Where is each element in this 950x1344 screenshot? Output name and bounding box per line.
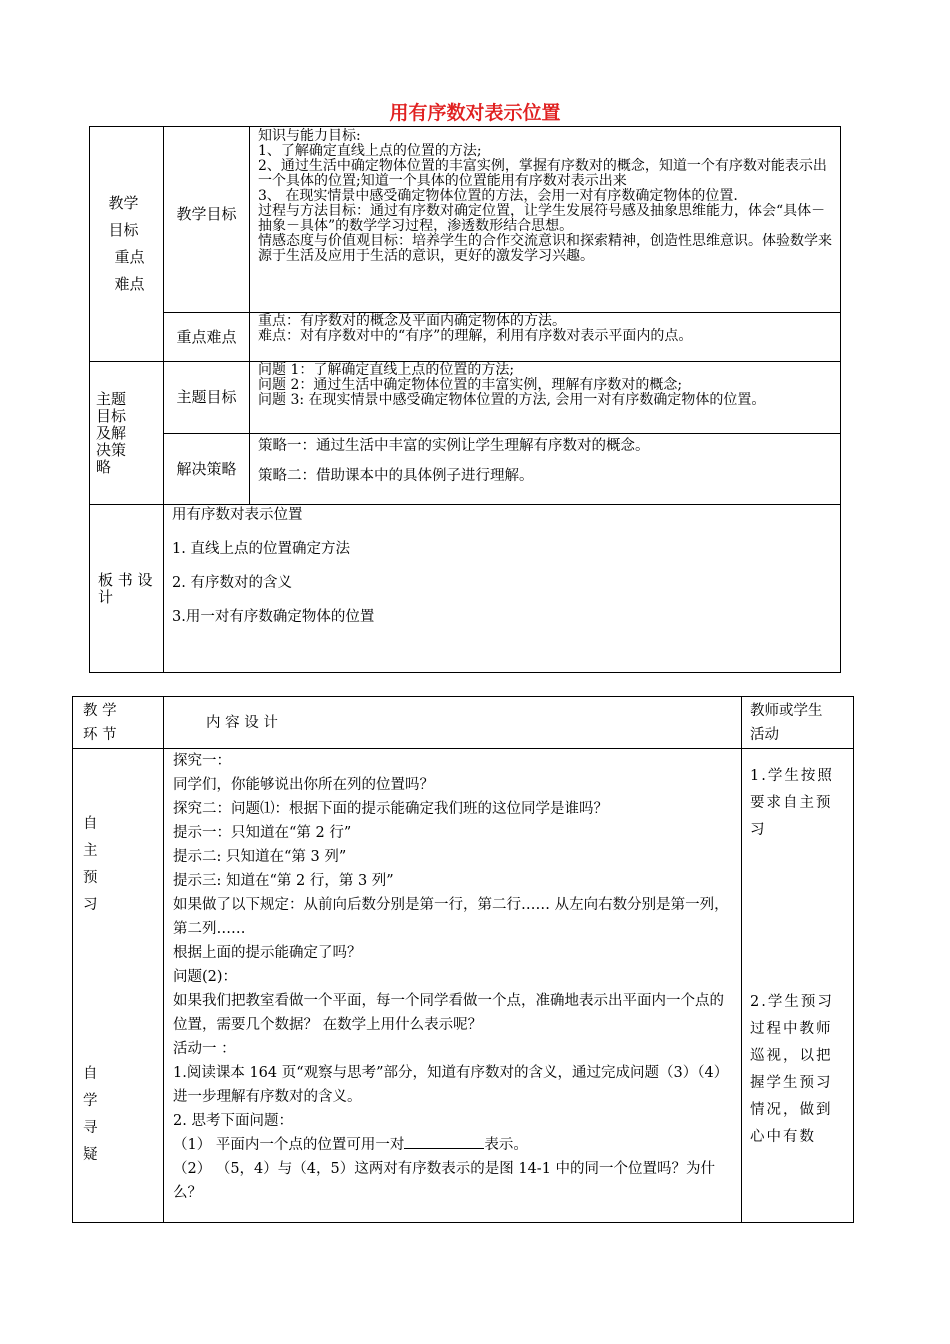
activity-note: 2.学生预习过程中教师巡视，以把握学生预习情况，做到心中有数: [750, 994, 834, 1145]
row-label: 板 书 设: [98, 570, 153, 589]
stage-char: 疑: [83, 1147, 98, 1163]
goal-line: 3、 在现实情景中感受确定物体位置的方法，会用一对有序数确定物体的位置.: [258, 188, 738, 204]
content-design-table: [72, 696, 854, 1223]
header-label: 教 学: [83, 702, 117, 719]
board-line: 用有序数对表示位置: [172, 507, 303, 523]
board-label-cell: [90, 505, 164, 673]
key-line: 难点：对有序数对中的“有序”的理解，利用有序数对表示平面内的点。: [258, 328, 693, 344]
stage-char: 寻: [83, 1120, 98, 1136]
strategy-line: 策略二：借助课本中的具体例子进行理解。: [258, 468, 534, 484]
content-line: 如果我们把教室看做一个平面，每一个同学看做一个点，准确地表示出平面内一个点的位置，需要几个数据？ 在数学上用什么表示呢？: [173, 993, 724, 1033]
strategy-label: 解决策略: [164, 434, 250, 505]
activity-cell: [742, 749, 854, 1223]
stage-char: 预: [83, 870, 98, 886]
row-label: 目标: [96, 406, 127, 425]
content-line: 1.阅读课本 164 页“观察与思考”部分，知道有序数对的含义，通过完成问题（3）（4）进一步理解有序数对的含义。: [173, 1065, 729, 1105]
stage-char: 自: [83, 816, 98, 832]
question-1: [173, 1133, 733, 1157]
row-label: 略: [96, 457, 112, 476]
header-label: 教师或学生: [750, 702, 823, 719]
goal-line: 情感态度与价值观目标：培养学生的合作交流意识和探索精神，创造性思维意识。体验数学来源于生活及应用于生活的意识，更好的激发学习兴趣。: [258, 233, 832, 264]
key-points-label: 重点难点: [164, 313, 250, 362]
board-line: 1. 直线上点的位置确定方法: [172, 541, 350, 557]
row-label: 计: [98, 587, 114, 606]
content-line: 探究一：: [173, 753, 231, 769]
topic-line: 问题 3: 在现实情景中感受确定物体位置的方法, 会用一对有序数确定物体的位置。: [258, 392, 766, 408]
row-label: 主题: [96, 389, 127, 408]
question-1-suffix: 表示。: [484, 1137, 528, 1153]
content-line: 同学们，你能够说出你所在列的位置吗？: [173, 777, 434, 793]
content-line: 提示三: 知道在“第 2 行，第 3 列”: [173, 873, 394, 889]
header-activity: [742, 697, 854, 749]
topic-line: 问题 2：通过生活中确定物体位置的丰富实例，理解有序数对的概念;: [258, 377, 683, 393]
row-label: 重点: [114, 248, 145, 266]
topic-label-cell: [90, 362, 164, 505]
header-content: 内 容 设 计: [164, 697, 742, 749]
stage-cell: [73, 749, 164, 1223]
content-line: 探究二：问题⑴：根据下面的提示能确定我们班的这位同学是谁吗？: [173, 801, 608, 817]
stage-char: 自: [83, 1066, 98, 1082]
row-label: 决策: [96, 440, 127, 459]
goal-line: 1、了解确定直线上点的位置的方法;: [258, 143, 482, 159]
goal-line: 过程与方法目标：通过有序数对确定位置，让学生发展符号感及抽象思维能力，体会“具体－抽象－具体”的数学学习过程，渗透数形结合思想。: [258, 203, 826, 234]
content-line: 问题(2)：: [173, 969, 238, 985]
header-label: 活动: [750, 726, 779, 743]
topic-goal-content: [250, 362, 841, 434]
topic-goal-label: 主题目标: [164, 362, 250, 434]
stage-char: 习: [83, 897, 98, 913]
question-1-prefix: （1） 平面内一个点的位置可用一对: [173, 1137, 405, 1153]
stage-self-preview: [83, 811, 98, 919]
content-cell: [164, 749, 742, 1223]
stage-self-study: [83, 1061, 98, 1169]
lesson-plan-table: [89, 126, 841, 673]
fill-blank[interactable]: [404, 1134, 484, 1149]
question-2: （2） （5，4）与（4，5）这两对有序数表示的是图 14-1 中的同一个位置吗？为什么？: [173, 1161, 716, 1201]
content-line: 2. 思考下面问题：: [173, 1113, 293, 1129]
content-line: 提示一：只知道在“第 2 行”: [173, 825, 352, 841]
content-line: 如果做了以下规定：从前向后数分别是第一行，第二行…… 从左向右数分别是第一列，第二列……: [173, 897, 729, 937]
goals-label: 教学目标: [164, 127, 250, 313]
teaching-goal-label-cell: [90, 127, 164, 362]
stage-char: 学: [83, 1093, 98, 1109]
topic-line: 问题 1：了解确定直线上点的位置的方法;: [258, 362, 515, 378]
goal-line: 2、通过生活中确定物体位置的丰富实例，掌握有序数对的概念，知道一个有序数对能表示出一个具体的位置;知道一个具体的位置能用有序数对表示出来: [258, 158, 827, 189]
goals-content: [250, 127, 841, 313]
key-line: 重点：有序数对的概念及平面内确定物体的方法。: [258, 313, 566, 329]
board-line: 2. 有序数对的含义: [172, 575, 292, 591]
board-line: 3.用一对有序数确定物体的位置: [172, 609, 375, 625]
row-label: 教学: [108, 194, 139, 212]
content-line: 根据上面的提示能确定了吗？: [173, 945, 362, 961]
header-stage: [73, 697, 164, 749]
goal-line: 知识与能力目标:: [258, 128, 361, 144]
row-label: 目标: [108, 221, 139, 239]
activity-note: 1.学生按照要求自主预习: [750, 768, 834, 838]
row-label: 难点: [114, 275, 145, 293]
strategy-line: 策略一：通过生活中丰富的实例让学生理解有序数对的概念。: [258, 438, 650, 454]
stage-char: 主: [83, 843, 98, 859]
key-points-content: [250, 313, 841, 362]
header-label: 环 节: [83, 726, 117, 743]
strategy-content: [250, 434, 841, 505]
content-line: 提示二: 只知道在“第 3 列”: [173, 849, 347, 865]
page-title: 用有序数对表示位置: [389, 102, 561, 124]
content-line: 活动一 ：: [173, 1041, 236, 1057]
row-label: 及解: [96, 423, 127, 442]
board-design-content: [164, 505, 841, 673]
